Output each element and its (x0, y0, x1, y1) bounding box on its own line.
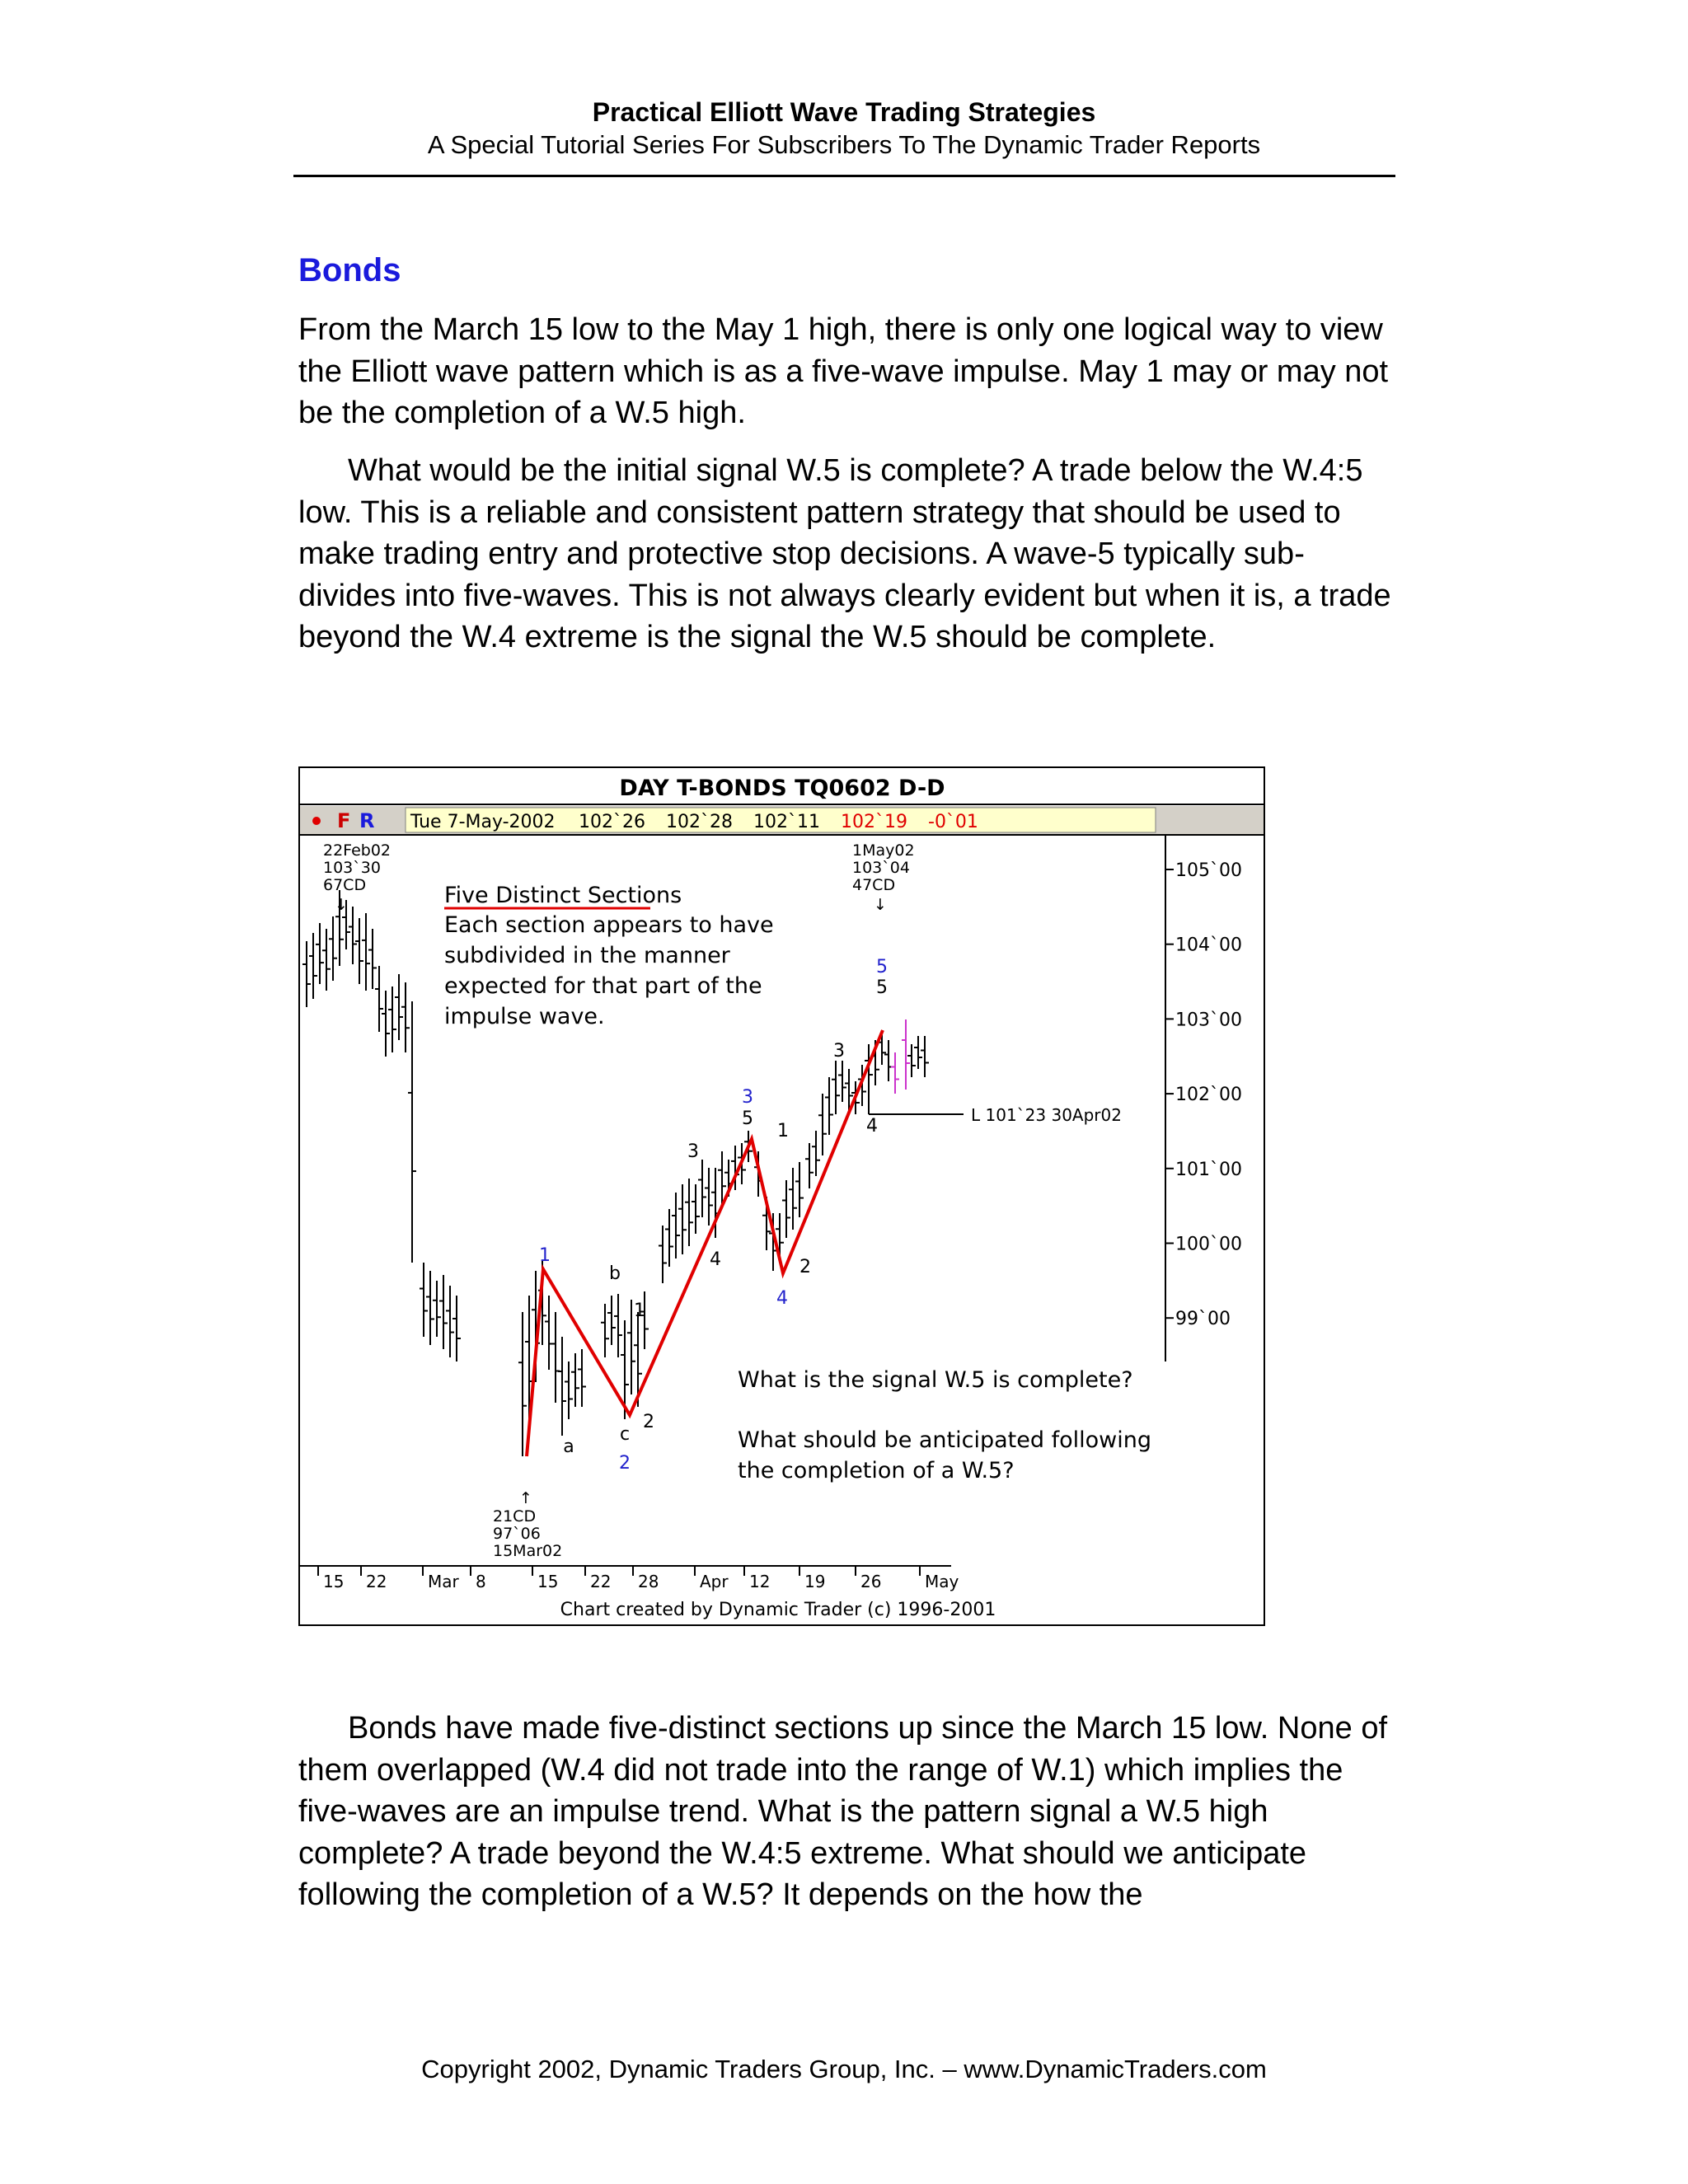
price-bar (446, 1286, 454, 1357)
price-chart (298, 766, 1265, 1626)
chart-svg (300, 768, 1264, 1624)
price-bar (692, 1184, 700, 1234)
callout-mar-date: 15Mar02 (493, 1542, 563, 1560)
toolbar-r-button[interactable]: R (359, 809, 375, 832)
time-tick-label: 19 (804, 1572, 826, 1591)
readout-close: 102`19 (841, 812, 907, 832)
page-header-title: Practical Elliott Wave Trading Strategies (592, 97, 1096, 127)
price-bar (329, 916, 337, 981)
price-bar (452, 1296, 461, 1361)
wave-label-sub-3a: 3 (687, 1141, 699, 1162)
callout-feb-price: 103`30 (323, 859, 381, 877)
price-bar (805, 1143, 814, 1188)
page-footer: Copyright 2002, Dynamic Traders Group, Inc. – www.DynamicTraders.com (421, 2055, 1267, 2083)
wave-label-4-major: 4 (776, 1288, 788, 1309)
price-tick-label: 101`00 (1175, 1159, 1242, 1180)
paragraph-1-text: From the March 15 low to the May 1 high, there is only one logical way to view the Elliott wave pattern which is as a five-wave impulse. May 1 may or may not be the completion of a W.5 high. (298, 312, 1389, 430)
wave-label-sub-5b: 5 (876, 977, 888, 998)
time-tick-label: Apr (700, 1572, 729, 1591)
wave-label-c: c (619, 1424, 631, 1445)
readout-change: -0`01 (928, 812, 978, 832)
page-header-subtitle: A Special Tutorial Series For Subscribers To The Dynamic Trader Reports (427, 130, 1261, 159)
question-2-line-1: What should be anticipated following (738, 1427, 1151, 1453)
time-tick-label: 22 (590, 1572, 612, 1591)
price-bar (558, 1337, 566, 1436)
price-bar (818, 1094, 827, 1155)
price-bar (545, 1296, 553, 1370)
price-bar (433, 1281, 441, 1337)
price-bar (316, 923, 324, 984)
paragraph-2 (298, 450, 1395, 658)
price-tick-label: 100`00 (1175, 1234, 1242, 1255)
wave-label-sub-1b: 1 (777, 1121, 789, 1141)
wave-label-sub-2b: 2 (799, 1257, 811, 1277)
price-bar (355, 918, 363, 984)
low-reference-label: L 101`23 30Apr02 (971, 1105, 1122, 1125)
note-block (444, 883, 774, 1029)
wave-label-2-major: 2 (619, 1453, 631, 1474)
price-bar (812, 1131, 820, 1176)
price-bar (907, 1044, 916, 1077)
time-tick-label: 8 (476, 1572, 486, 1591)
section-title: Bonds (298, 252, 401, 288)
down-arrow-icon: ↓ (335, 896, 348, 914)
price-bar (832, 1061, 840, 1114)
wave-label-3-major: 3 (742, 1087, 753, 1108)
callout-feb-high (323, 841, 391, 914)
callout-may-date: 1May02 (852, 841, 915, 860)
price-bar (789, 1168, 797, 1230)
chart-credit: Chart created by Dynamic Trader (c) 1996-2001 (560, 1600, 996, 1620)
price-bar (322, 929, 331, 991)
price-bar (659, 1226, 667, 1283)
time-tick-label: 15 (537, 1572, 559, 1591)
readout-open: 102`26 (579, 812, 645, 832)
time-tick-label: May (925, 1572, 959, 1591)
readout-date: Tue 7-May-2002 (410, 812, 556, 832)
note-line-3: expected for that part of the (444, 973, 762, 999)
price-axis-ticks (1165, 860, 1242, 1329)
price-bar (795, 1162, 804, 1217)
price-tick-label: 105`00 (1175, 860, 1242, 881)
price-bar (551, 1312, 560, 1403)
record-dot-icon[interactable] (312, 817, 321, 825)
price-bar (825, 1077, 833, 1135)
up-arrow-icon: ↑ (519, 1489, 532, 1507)
wave-label-sub-1a: 1 (634, 1301, 645, 1321)
callout-feb-date: 22Feb02 (323, 841, 391, 860)
price-bar (614, 1294, 622, 1357)
time-tick-label: 26 (860, 1572, 882, 1591)
callout-may-price: 103`04 (852, 859, 910, 877)
price-bar (439, 1275, 448, 1349)
price-bar (420, 1263, 428, 1337)
price-bar (426, 1271, 434, 1345)
wave-label-sub-5a: 5 (742, 1108, 753, 1129)
price-bar (375, 966, 383, 1032)
callout-mar-cd: 21CD (493, 1507, 537, 1526)
wave-label-b: b (609, 1263, 621, 1284)
callout-feb-cd: 67CD (323, 876, 367, 894)
readout-low: 102`11 (753, 812, 820, 832)
price-tick-label: 103`00 (1175, 1010, 1242, 1031)
price-tick-label: 102`00 (1175, 1085, 1242, 1106)
price-bar (362, 913, 370, 991)
down-arrow-icon: ↓ (874, 896, 887, 914)
wave-label-sub-4b: 4 (866, 1116, 878, 1137)
header-rule (293, 175, 1395, 177)
callout-may-high (852, 841, 915, 914)
price-bar (578, 1349, 586, 1407)
wave-label-sub-3b: 3 (833, 1041, 845, 1062)
wave-labels (539, 957, 888, 1474)
note-title: Five Distinct Sections (444, 883, 682, 908)
note-line-1: Each section appears to have (444, 912, 774, 938)
callout-may-cd: 47CD (852, 876, 896, 894)
note-line-4: impulse wave. (444, 1004, 605, 1029)
time-tick-label: Mar (428, 1572, 459, 1591)
current-price-bar (902, 1019, 910, 1090)
wave-label-1-major: 1 (539, 1245, 551, 1266)
time-axis-ticks (318, 1566, 959, 1591)
chart-title: DAY T-BONDS TQ0602 D-D (619, 776, 945, 801)
price-bar (349, 907, 357, 964)
price-bar (565, 1361, 573, 1419)
question-block (738, 1367, 1151, 1483)
paragraph-2-text: What would be the initial signal W.5 is complete? A trade below the W.4:5 low. This is a reliable and consistent pattern strategy that should be used to make trading entry and protective stop decisions. A wave-5 typically sub-divides into five-waves. This is not always clearly evident but when it is, a trade beyond the W.4 extreme is the signal the W.5 should be complete. (298, 453, 1391, 654)
callout-mar-low (493, 1489, 562, 1560)
wave-label-sub-4a: 4 (710, 1249, 721, 1270)
note-line-2: subdivided in the manner (444, 943, 730, 968)
price-bar (368, 929, 377, 989)
price-bar (408, 1001, 416, 1263)
price-bar (518, 1312, 527, 1456)
price-bar (607, 1296, 616, 1345)
price-bar (914, 1036, 922, 1069)
paragraph-3-text: Bonds have made five-distinct sections up since the March 15 low. None of them overlapped (W.4 did not trade into the range of W.1) which implies the five-waves are an impulse trend. What is the pattern signal a W.5 high complete? A trade beyond the W.4:5 extreme. What should we anticipate following the completion of a W.5? It depends on the how the (298, 1711, 1388, 1912)
question-1: What is the signal W.5 is complete? (738, 1367, 1133, 1393)
price-bar (891, 1052, 899, 1094)
wave-label-a: a (563, 1436, 574, 1457)
question-2-line-2: the completion of a W.5? (738, 1458, 1015, 1483)
readout-high: 102`28 (666, 812, 733, 832)
time-tick-label: 22 (366, 1572, 387, 1591)
price-bar (672, 1193, 680, 1258)
callout-mar-price: 97`06 (493, 1525, 541, 1543)
time-tick-label: 12 (749, 1572, 771, 1591)
price-bar (884, 1040, 893, 1081)
price-bar (302, 941, 311, 1007)
wave-label-sub-2a: 2 (643, 1412, 654, 1432)
price-bar (309, 933, 317, 999)
time-tick-label: 15 (323, 1572, 345, 1591)
price-tick-label: 104`00 (1175, 935, 1242, 956)
paragraph-3 (298, 1708, 1395, 1916)
price-bar (665, 1209, 673, 1267)
toolbar-f-button[interactable]: F (337, 809, 351, 832)
price-bar (678, 1184, 687, 1254)
price-bar (382, 991, 390, 1057)
paragraph-1 (298, 309, 1395, 434)
wave-label-5-major: 5 (876, 957, 888, 977)
time-tick-label: 28 (638, 1572, 659, 1591)
price-bar (685, 1179, 693, 1246)
price-tick-label: 99`00 (1175, 1309, 1231, 1330)
price-bar (601, 1304, 609, 1357)
